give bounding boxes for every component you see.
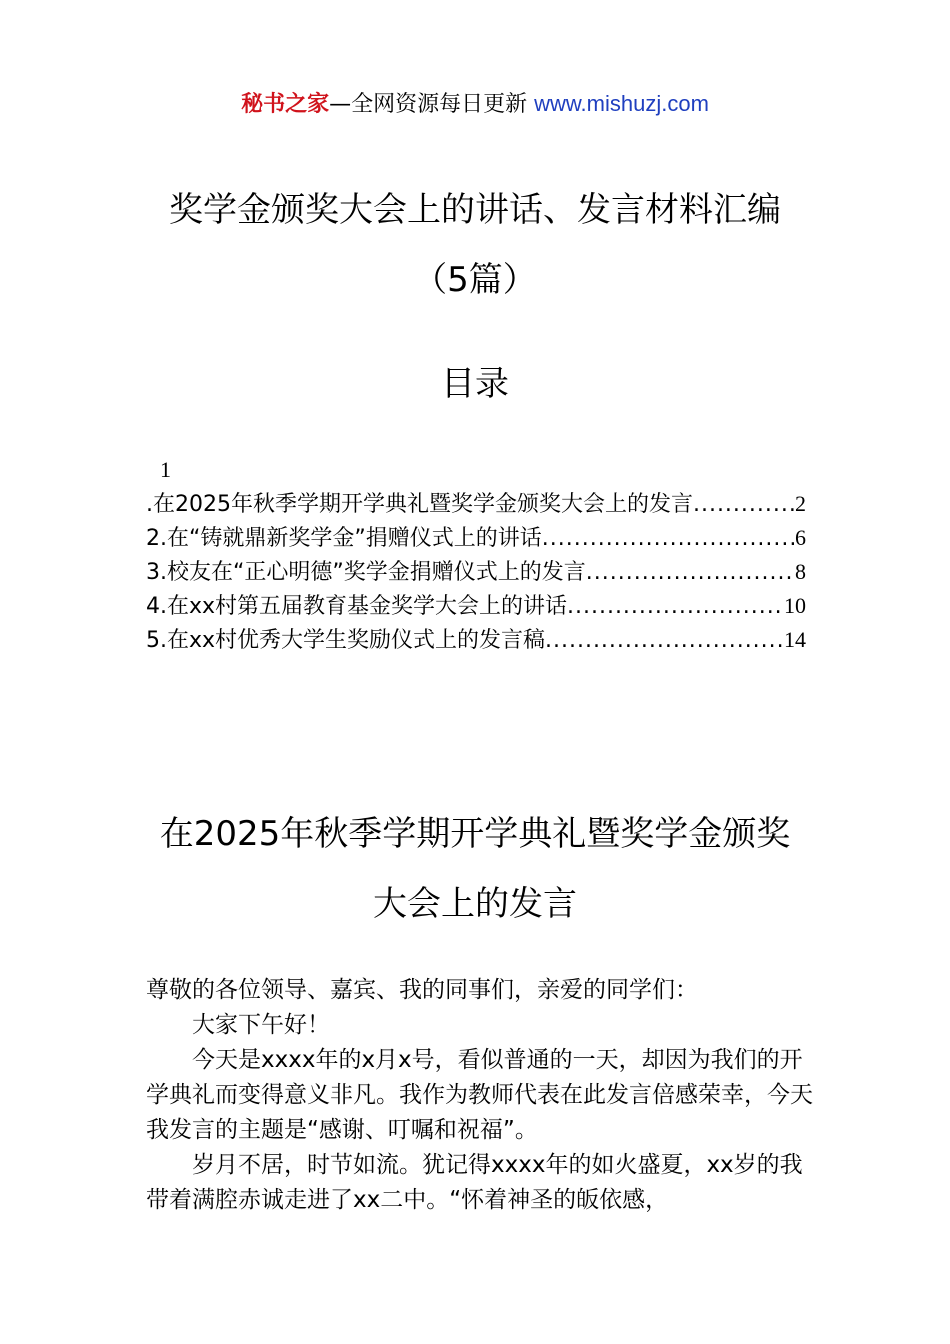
toc-item-page: 6 bbox=[795, 525, 806, 550]
document-title: 奖学金颁奖大会上的讲话、发言材料汇编 bbox=[169, 190, 781, 230]
site-header bbox=[0, 88, 950, 121]
toc-item[interactable] bbox=[146, 555, 806, 589]
toc-leader-dots bbox=[545, 624, 784, 658]
paragraph: 大家下午好！ bbox=[192, 1012, 330, 1038]
section-title: 在2025年秋季学期开学典礼暨奖学金颁奖 bbox=[159, 814, 791, 854]
toc-item-label: 4.在xx村第五届教育基金奖学大会上的讲话 bbox=[146, 594, 568, 619]
site-url-link[interactable]: www.mishuzj.com bbox=[534, 91, 709, 116]
header-separator: — bbox=[329, 92, 352, 117]
speech-body bbox=[146, 973, 816, 1218]
toc-item-page: 2 bbox=[795, 491, 806, 516]
toc-leader-dots bbox=[586, 556, 795, 590]
paragraph: 今天是xxxx年的x月x号，看似普通的一天，却因为我们的开学典礼而变得意义非凡。我作为教师代表在此发言倍感荣幸，今天我发言的主题是“感谢、叮嘱和祝福”。 bbox=[146, 1047, 813, 1143]
header-tagline: 全网资源每日更新 bbox=[351, 92, 535, 117]
toc-first-number: 1 bbox=[160, 457, 171, 482]
toc-item-label: 2.在“铸就鼎新奖学金”捐赠仪式上的讲话 bbox=[146, 526, 542, 551]
toc-item[interactable] bbox=[146, 623, 806, 657]
toc-item-page: 8 bbox=[795, 559, 806, 584]
toc-heading: 目录 bbox=[441, 364, 509, 404]
toc-item-label: .在2025年秋季学期开学典礼暨奖学金颁奖大会上的发言 bbox=[146, 492, 693, 517]
toc-item[interactable] bbox=[146, 521, 806, 555]
toc-item-page: 14 bbox=[784, 627, 806, 652]
toc-item[interactable] bbox=[146, 589, 806, 623]
toc-item[interactable] bbox=[146, 487, 806, 521]
toc-item-label: 5.在xx村优秀大学生奖励仪式上的发言稿 bbox=[146, 628, 546, 653]
toc-item-page: 10 bbox=[784, 593, 806, 618]
table-of-contents bbox=[146, 487, 806, 657]
salutation: 尊敬的各位领导、嘉宾、我的同事们，亲爱的同学们： bbox=[146, 977, 698, 1003]
paragraph: 岁月不居，时节如流。犹记得xxxx年的如火盛夏，xx岁的我带着满腔赤诚走进了xx二中。“怀着神圣的皈依感， bbox=[146, 1152, 803, 1213]
toc-leader-dots bbox=[542, 522, 795, 556]
toc-item-label: 3.校友在“正心明德”奖学金捐赠仪式上的发言 bbox=[146, 560, 586, 585]
document-title-count: （5篇） bbox=[413, 260, 537, 300]
toc-leader-dots bbox=[693, 488, 795, 522]
section-title-continued: 大会上的发言 bbox=[373, 884, 577, 924]
brand-name: 秘书之家 bbox=[241, 92, 330, 117]
toc-leader-dots bbox=[567, 590, 784, 624]
